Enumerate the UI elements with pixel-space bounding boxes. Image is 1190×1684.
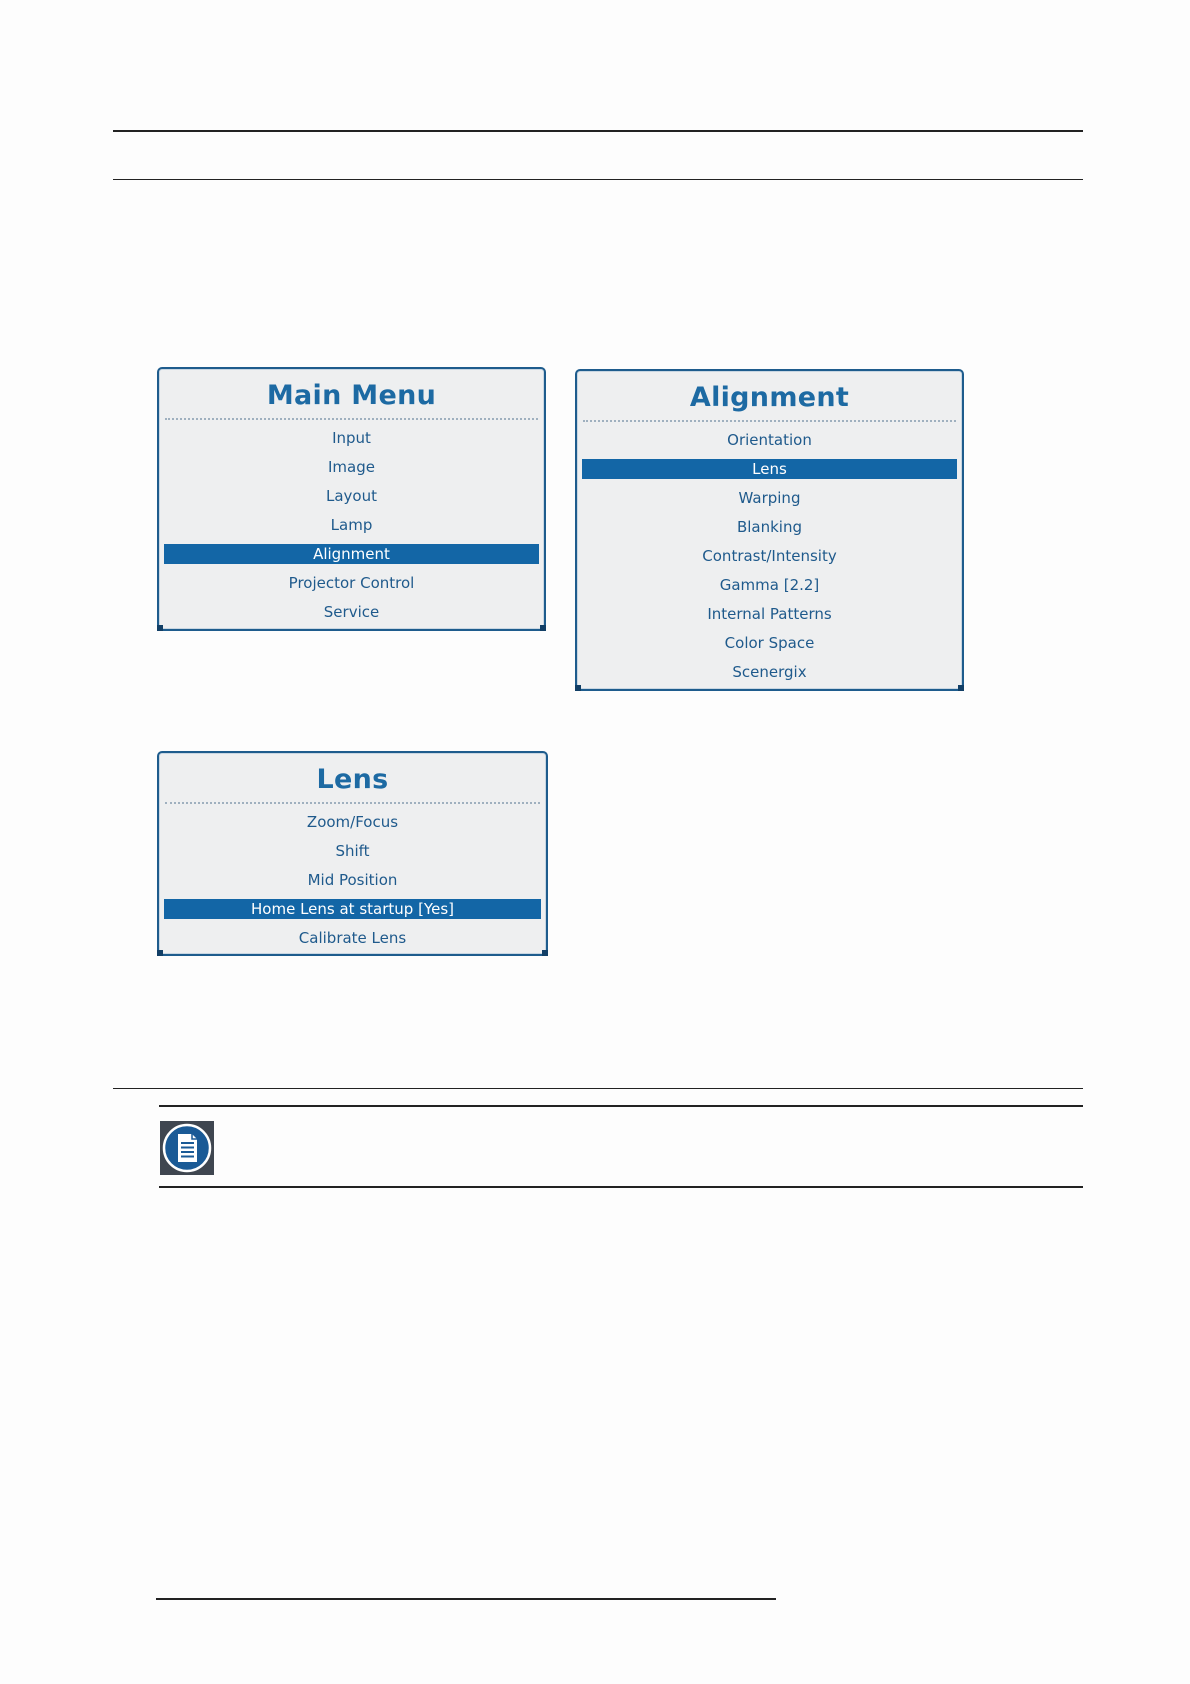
footer-rule <box>156 1598 776 1600</box>
main-menu-list <box>159 428 544 622</box>
main-menu-item-service[interactable]: Service <box>323 603 380 621</box>
main-menu-item-image[interactable]: Image <box>328 458 375 476</box>
alignment-menu-list <box>577 430 962 682</box>
main-menu-item-layout[interactable]: Layout <box>326 487 377 505</box>
panel-corner <box>540 625 546 631</box>
lens-item-shift[interactable]: Shift <box>335 842 370 860</box>
panel-corner <box>157 625 163 631</box>
alignment-item-blanking[interactable]: Blanking <box>736 518 803 536</box>
lens-item-home-lens-at-startup-yes[interactable]: Home Lens at startup [Yes] <box>164 899 541 919</box>
header-rule-top <box>113 130 1083 132</box>
main-menu-panel <box>157 367 546 631</box>
alignment-item-internal-patterns[interactable]: Internal Patterns <box>707 605 832 623</box>
panel-corner <box>542 950 548 956</box>
note-document-icon <box>160 1121 214 1175</box>
alignment-item-orientation[interactable]: Orientation <box>727 431 812 449</box>
main-menu-title: Main Menu <box>266 380 437 411</box>
lens-menu-panel <box>157 751 548 956</box>
alignment-item-gamma-2-2[interactable]: Gamma [2.2] <box>719 576 820 594</box>
lens-item-mid-position[interactable]: Mid Position <box>307 871 398 889</box>
lens-item-calibrate-lens[interactable]: Calibrate Lens <box>298 929 407 947</box>
lens-menu-separator <box>165 802 540 804</box>
lens-menu-title: Lens <box>316 764 389 795</box>
alignment-menu-title: Alignment <box>689 382 850 413</box>
main-menu-item-lamp[interactable]: Lamp <box>330 516 373 534</box>
main-menu-item-projector-control[interactable]: Projector Control <box>288 574 415 592</box>
lens-menu-list <box>159 812 546 948</box>
alignment-item-warping[interactable]: Warping <box>738 489 801 507</box>
alignment-menu-separator <box>583 420 956 422</box>
alignment-item-lens[interactable]: Lens <box>582 459 957 479</box>
main-menu-separator <box>165 418 538 420</box>
panel-corner <box>958 685 964 691</box>
alignment-item-scenergix[interactable]: Scenergix <box>732 663 807 681</box>
main-menu-item-input[interactable]: Input <box>332 429 371 447</box>
header-rule-bottom <box>113 179 1083 180</box>
main-menu-item-alignment[interactable]: Alignment <box>164 544 539 564</box>
note-rule-bottom <box>159 1186 1083 1188</box>
note-rule-top <box>159 1105 1083 1107</box>
alignment-item-contrast-intensity[interactable]: Contrast/Intensity <box>702 547 837 565</box>
panel-corner <box>575 685 581 691</box>
alignment-item-color-space[interactable]: Color Space <box>724 634 815 652</box>
section-rule <box>113 1088 1083 1089</box>
alignment-menu-panel <box>575 369 964 691</box>
panel-corner <box>157 950 163 956</box>
lens-item-zoom-focus[interactable]: Zoom/Focus <box>306 813 399 831</box>
